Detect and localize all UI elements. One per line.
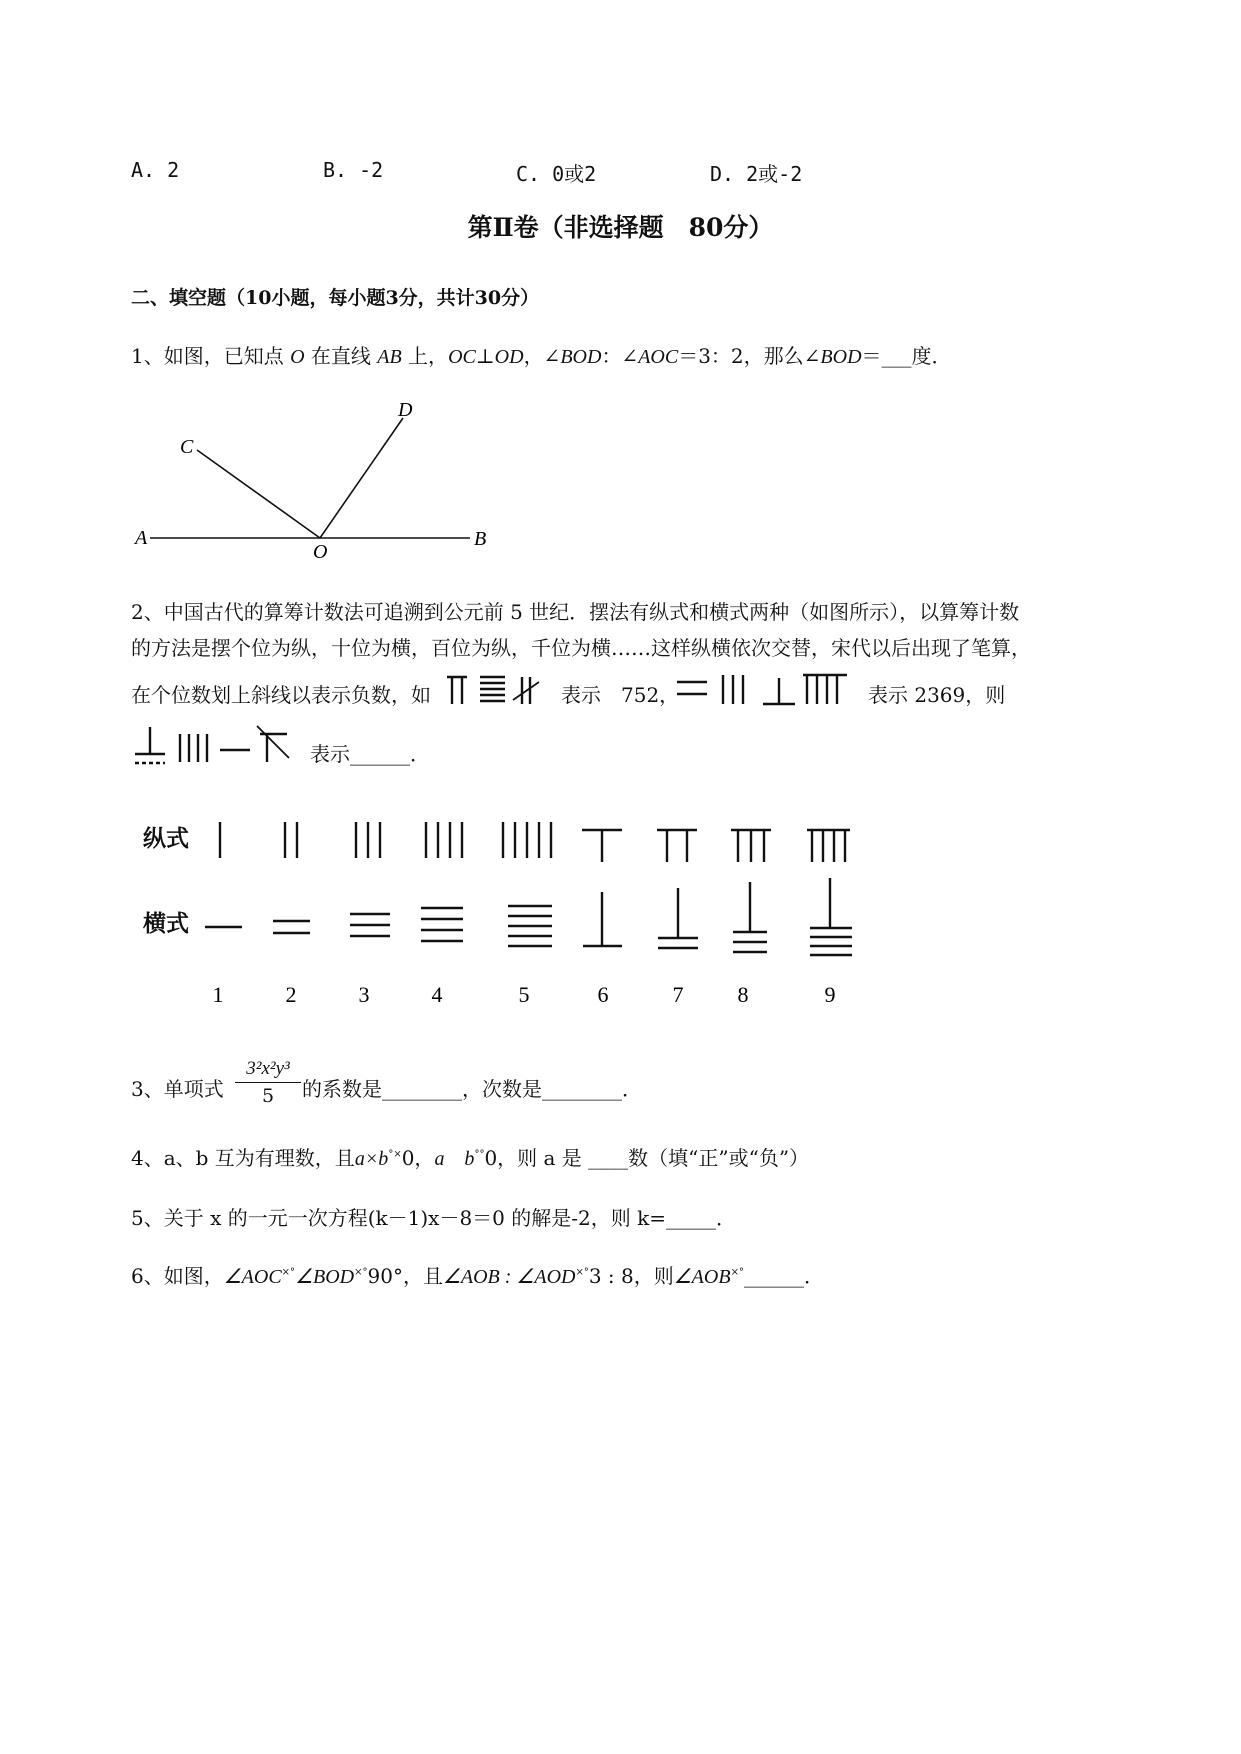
question-2-line-3a: 在个位数划上斜线以表示负数，如: [131, 683, 431, 707]
vertical-forms: [220, 822, 850, 862]
fraction-denominator: 5: [261, 1085, 275, 1107]
question-3-prefix: 3、单项式: [131, 1077, 224, 1101]
question-3-suffix: 的系数是________，次数是________．: [302, 1077, 642, 1101]
question-5: 5、关于 x 的一元一次方程(k－1)x－8＝0 的解是-2，则 k=_____．: [131, 1206, 736, 1230]
question-2-line-3c: 表示 2369，则: [868, 683, 1006, 707]
question-4: 4、a、b 互为有理数，且a×b°×0，a b°°0，则 a 是 ____数（填“正”或“负”）: [131, 1146, 810, 1170]
question-2-line-3b: 表示 752，: [561, 683, 680, 707]
rod-numeral-752: [445, 672, 545, 708]
question-1: 1、如图，已知点 O 在直线 AB 上，OC⊥OD，∠BOD：∠AOC＝3：2，那么∠BOD＝___度．: [131, 344, 952, 368]
option-d: D. 2或-2: [710, 162, 803, 186]
option-b: B. -2: [323, 158, 384, 182]
digit-label: 1: [212, 982, 224, 1007]
question-2-line-1: 2、中国古代的算筹计数法可追溯到公元前 5 世纪．摆法有纵式和横式两种（如图所示），以算筹计数: [131, 600, 1020, 624]
digit-label: 6: [597, 982, 609, 1007]
digit-label: 4: [431, 982, 443, 1007]
rod-numeral-question: [132, 722, 297, 770]
label-c: C: [180, 436, 194, 458]
option-c: C. 0或2: [516, 162, 597, 186]
row-label-vertical: 纵式: [143, 826, 189, 852]
fraction-numerator: 3²x²y³: [235, 1058, 301, 1083]
label-a: A: [135, 527, 148, 549]
digit-labels: [213, 982, 836, 1007]
counting-rods-table: [190, 810, 880, 1020]
ray-od: [320, 418, 403, 538]
question-2-line-4: 表示______．: [310, 742, 430, 766]
fraction: [235, 1058, 301, 1107]
digit-label: 5: [518, 982, 530, 1007]
section-title: 二、填空题（10小题，每小题3分，共计30分）: [131, 287, 540, 309]
question-6: 6、如图，∠AOC×°∠BOD×°90°，且∠AOB : ∠AOD×°3 : 8，则∠AOB×°______．: [131, 1264, 824, 1288]
label-d: D: [398, 399, 413, 421]
digit-label: 3: [358, 982, 370, 1007]
label-o: O: [313, 541, 328, 563]
option-a: A. 2: [131, 158, 180, 182]
rod-numeral-2369: [675, 670, 850, 710]
row-label-horizontal: 横式: [143, 911, 189, 937]
angle-figure: [125, 390, 505, 570]
horizontal-forms: [205, 878, 852, 955]
digit-label: 9: [824, 982, 836, 1007]
digit-label: 7: [672, 982, 684, 1007]
digit-label: 2: [285, 982, 297, 1007]
part-title: 第Ⅱ卷（非选择题 80分）: [467, 213, 774, 242]
digit-label: 8: [737, 982, 749, 1007]
question-2-line-2: 的方法是摆个位为纵，十位为横，百位为纵，千位为横……这样纵横依次交替，宋代以后出现了笔算，: [131, 636, 1031, 660]
ray-oc: [197, 450, 320, 538]
label-b: B: [474, 528, 487, 550]
